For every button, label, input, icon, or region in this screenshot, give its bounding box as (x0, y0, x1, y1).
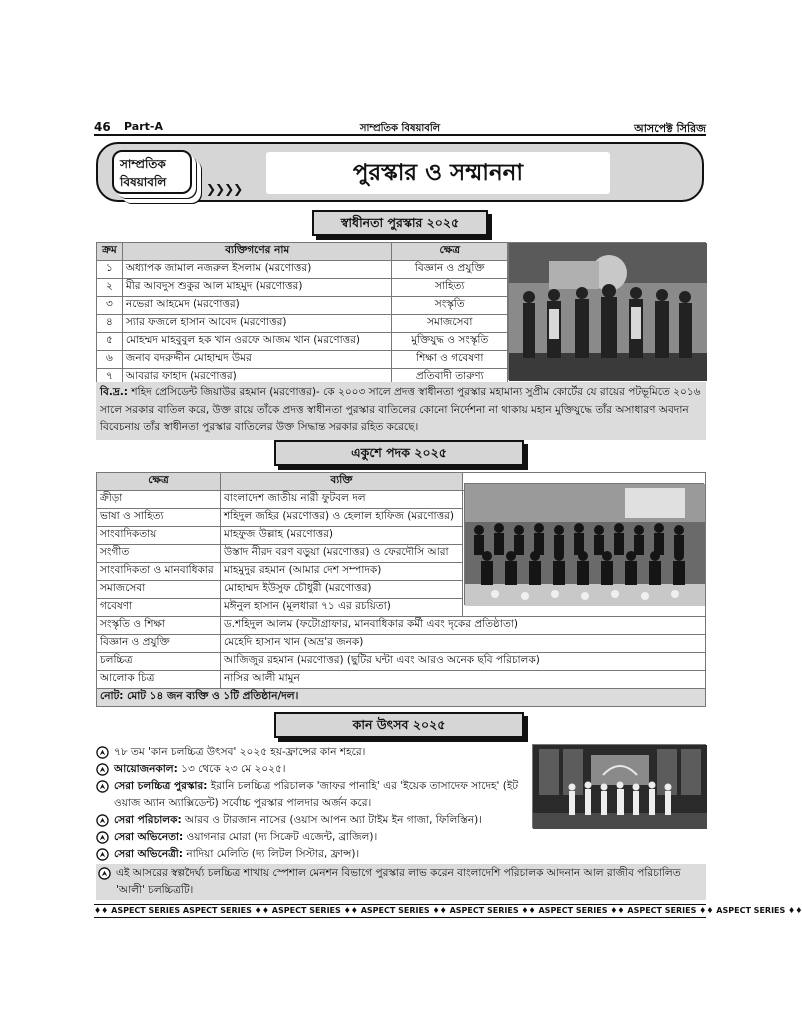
table-row (97, 635, 706, 653)
row-field: ভাষা ও সাহিত্য (97, 509, 221, 527)
compass-bullet-icon (96, 763, 109, 776)
compass-bullet-icon (98, 867, 111, 880)
total-note: নোট: মোট ১৪ জন ব্যক্তি ও ১টি প্রতিষ্ঠান/দল। (97, 689, 706, 707)
col-serial: ক্রম (97, 243, 123, 261)
row-person: আজিজুর রহমান (মরণোত্তর) (ছুটির ঘন্টা এবং আরও অনেক ছবি পরিচালক) (220, 653, 705, 671)
row-field: গবেষণা (97, 599, 221, 617)
topic-badge (112, 150, 192, 194)
ekushe-heading: একুশে পদক ২০২৫ (274, 440, 524, 466)
badge-line-1: সাম্প্রতিক (120, 157, 166, 171)
item-label: সেরা অভিনেতা: (114, 831, 184, 843)
list-item (96, 812, 526, 829)
row-name: স্যার ফজলে হাসান আবেদ (মরণোত্তর) (122, 315, 392, 333)
ekushe-team-photo (464, 483, 704, 605)
list-item (96, 778, 526, 812)
table-row (97, 333, 508, 351)
row-person: নাসির আলী মামুন (220, 671, 705, 689)
page-title: পুরস্কার ও সম্মাননা (266, 152, 610, 194)
part-label: Part-A (124, 120, 163, 133)
list-item (96, 761, 526, 778)
row-field: বিজ্ঞান ও প্রযুক্তি (392, 261, 508, 279)
row-field: সাহিত্য (392, 279, 508, 297)
row-name: মীর আবদুস শুকুর আল মাহমুদ (মরণোত্তর) (122, 279, 392, 297)
row-field: প্রতিবাদী তারুণ্য (392, 369, 508, 387)
item-label: সেরা পরিচালক: (114, 814, 182, 826)
item-text: ইরানি চলচ্চিত্র পরিচালক 'জাফর পানাহি' এর 'ইয়েক তাসাদেফ সাদেহ' (ইট ওয়াজ অ্যান অ্যাক্সিডেন্ট) সর্বোচ্চ পুরস্কার পালদার অর্জন করে। (114, 780, 519, 809)
table-header-row (97, 243, 508, 261)
table-row (97, 261, 508, 279)
section-title: সাম্প্রতিক বিষয়াবলি (359, 123, 441, 134)
swadhinata-heading: স্বাধীনতা পুরস্কার ২০২৫ (312, 210, 488, 236)
stage-photo-image (533, 745, 707, 829)
cannes-heading: কান উৎসব ২০২৫ (274, 712, 524, 738)
item-label: সেরা চলচ্চিত্র পুরস্কার: (114, 780, 208, 792)
item-text: ৭৮ তম 'কান চলচ্চিত্র উৎসব' ২০২৫ হয়-ফ্রান্সের কান শহরে। (114, 746, 366, 758)
row-field: সাংবাদিকতায় (97, 527, 221, 545)
row-person: মাহফুজ উল্লাহ (মরণোত্তর) (220, 527, 462, 545)
item-text: ১৩ থেকে ২৩ মে ২০২৫। (181, 763, 286, 775)
cannes-list (96, 744, 526, 863)
row-person: উস্তাদ নীরদ বরণ বড়ুয়া (মরণোত্তর) ও ফেরদৌসি আরা (220, 545, 462, 563)
list-item (96, 829, 526, 846)
table-row (97, 315, 508, 333)
row-field: সমাজসেবা (97, 581, 221, 599)
row-field: আলোক চিত্র (97, 671, 221, 689)
row-serial: ৩ (97, 297, 123, 315)
page-header (94, 120, 706, 136)
row-serial: ৬ (97, 351, 123, 369)
table-row (97, 297, 508, 315)
page-number: 46 (94, 120, 111, 134)
row-person: শহিদুল জহির (মরণোত্তর) ও হেলাল হাফিজ (মরণোত্তর) (220, 509, 462, 527)
team-photo-image (465, 484, 705, 606)
swadhinata-table (96, 242, 508, 387)
note-text: শহিদ প্রেসিডেন্ট জিয়াউর রহমান (মরণোত্তর)- কে ২০০৩ সালে প্রদত্ত স্বাধীনতা পুরস্কার মহামান্য সুপ্রীম কোর্টের যে রায়ের পটভূমিতে ২০১৬ সালে সরকার বাতিল করে, উক্ত রায়ে তাঁকে প্রদত্ত স্বাধীনতা পুরস্কার বাতিলের কোনো নির্দেশনা না থাকায় মহান মুক্তিযুদ্ধে তাঁর অসাধারণ অবদান বিবেচনায় তাঁর স্বাধীনতা পুরস্কার বাতিলের উক্ত সিদ্ধান্ত সরকার রহিত করেছে। (100, 386, 701, 433)
row-field: সংস্কৃতি ও শিক্ষা (97, 617, 221, 635)
row-person: মোহাম্মদ ইউসুফ চৌধুরী (মরণোত্তর) (220, 581, 462, 599)
table-row (97, 689, 706, 707)
list-item (96, 744, 526, 761)
col-field: ক্ষেত্র (97, 473, 221, 491)
row-serial: ১ (97, 261, 123, 279)
row-person: ড.শহিদুল আলম (ফটোগ্রাফার, মানবাধিকার কর্মী এবং দৃকের প্রতিষ্ঠাতা) (220, 617, 705, 635)
table-row (97, 279, 508, 297)
compass-bullet-icon (96, 780, 109, 793)
row-serial: ৪ (97, 315, 123, 333)
note-label: বি.দ্র.: (100, 386, 129, 398)
badge-line-2: বিষয়াবলি (120, 175, 167, 189)
row-field: সংস্কৃতি (392, 297, 508, 315)
row-serial: ৭ (97, 369, 123, 387)
row-field: চলচ্চিত্র (97, 653, 221, 671)
item-text: ওয়াগনার মোরা (দ্য সিক্রেট এজেন্ট, ব্রাজিল)। (186, 831, 378, 843)
row-person: বাংলাদেশ জাতীয় নারী ফুটবল দল (220, 491, 462, 509)
row-field: বিজ্ঞান ও প্রযুক্তি (97, 635, 221, 653)
cannes-last-note (96, 864, 706, 900)
row-person: মেহেদি হাসান খান (অভ্র'র জনক) (220, 635, 705, 653)
row-person: মাহমুদুর রহমান (আমার দেশ সম্পাদক) (220, 563, 462, 581)
row-name: আবরার ফাহাদ (মরণোত্তর) (122, 369, 392, 387)
row-field: মুক্তিযুদ্ধ ও সংস্কৃতি (392, 333, 508, 351)
table-row (97, 617, 706, 635)
row-name: মোহম্মদ মাহবুবুল হক খান ওরফে আজম খান (মরণোত্তর) (122, 333, 392, 351)
row-serial: ৫ (97, 333, 123, 351)
compass-bullet-icon (96, 746, 109, 759)
compass-bullet-icon (96, 831, 109, 844)
col-field: ক্ষেত্র (392, 243, 508, 261)
item-text: আরব ও টারজান নাসের (ওয়াস আপন অ্যা টাইম ইন গাজা, ফিলিস্তিন)। (185, 814, 482, 826)
row-name: জনাব বদরুদ্দীন মোহাম্মদ উমর (122, 351, 392, 369)
row-name: অধ্যাপক জামাল নজরুল ইসলাম (মরণোত্তর) (122, 261, 392, 279)
ceremony-photo-image (509, 243, 707, 381)
col-name: ব্যক্তিগণের নাম (122, 243, 392, 261)
row-person: মঈনুল হাসান (মূলধারা ৭১ এর রচয়িতা) (220, 599, 462, 617)
row-field: সমাজসেবা (392, 315, 508, 333)
cannes-stage-photo (532, 744, 706, 828)
row-field: সংগীত (97, 545, 221, 563)
row-field: ক্রীড়া (97, 491, 221, 509)
item-label: সেরা অভিনেত্রী: (114, 848, 183, 860)
table-row (97, 671, 706, 689)
col-person: ব্যক্তি (220, 473, 462, 491)
title-banner (96, 142, 704, 202)
compass-bullet-icon (96, 848, 109, 861)
row-serial: ২ (97, 279, 123, 297)
item-text: নাদিয়া মেলিতি (দ্য লিটল সিস্টার, ফ্রান্স)। (186, 848, 360, 860)
swadhinata-note (96, 382, 706, 440)
list-item (96, 846, 526, 863)
row-field: সাংবাদিকতা ও মানবাধিকার (97, 563, 221, 581)
last-note-text: এই আসরের স্বল্পদৈর্ঘ্য চলচ্চিত্র শাখায় স্পেশাল মেনশন বিভাগে পুরস্কার লাভ করেন বাংলাদেশি পরিচালক আদনান আল রাজীব পরিচালিত 'আলী' চলচ্চিত্রটি। (116, 867, 681, 896)
item-label: আয়োজনকাল: (114, 763, 178, 775)
table-row (97, 653, 706, 671)
row-field: শিক্ষা ও গবেষণা (392, 351, 508, 369)
table-row (97, 351, 508, 369)
row-name: নভেরা আহমেদ (মরণোত্তর) (122, 297, 392, 315)
series-name: আসপেক্ট সিরিজ (634, 122, 706, 135)
chevron-icon: ❯❯❯❯ (206, 182, 243, 196)
swadhinata-ceremony-photo (508, 242, 706, 380)
page-footer: ♦♦ ASPECT SERIES ASPECT SERIES ♦♦ ASPECT SERIES ♦♦ ASPECT SERIES ♦♦ ASPECT SERIES ♦♦ ASPECT SERIES ♦♦ ASPECT SERIES ♦♦ ASPECT SERIES ♦♦ (94, 904, 706, 918)
compass-bullet-icon (96, 814, 109, 827)
